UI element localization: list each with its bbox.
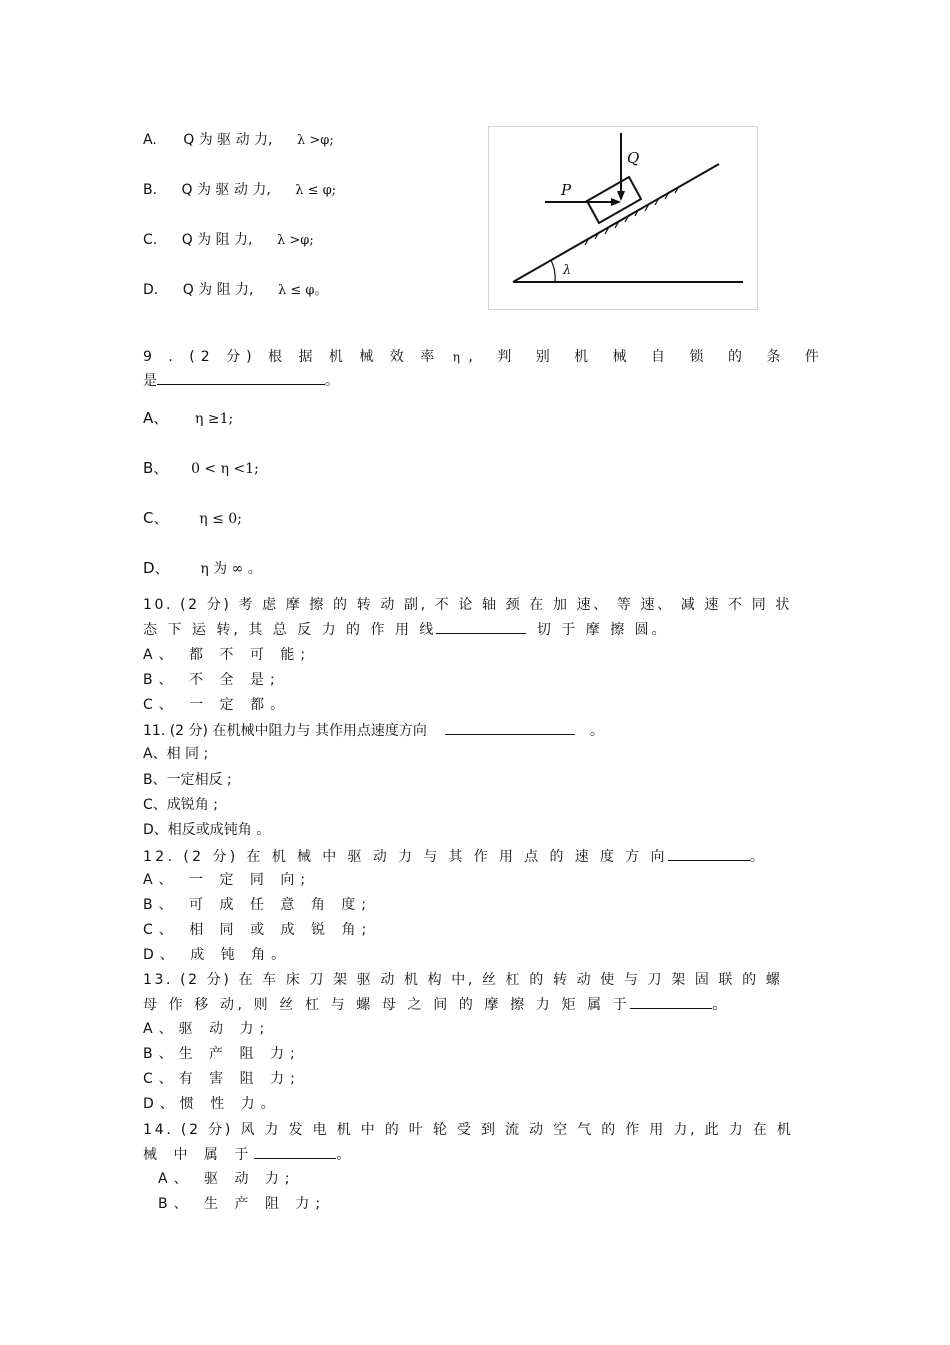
q13-option-b: B、生 产 阻 力; <box>143 1046 301 1062</box>
q8-option-c <box>143 230 314 251</box>
q8-option-d-letter: D. <box>143 282 159 298</box>
q14-answer-blank <box>254 1143 336 1159</box>
q9-stem-line2-start: 是 <box>143 373 157 389</box>
q8-option-b-cond: λ ≤ φ; <box>295 183 337 198</box>
q10-option-a: A、 都 不 可 能; <box>143 647 312 663</box>
q14-stem-line1 <box>143 1120 794 1140</box>
q8-option-b <box>143 180 336 201</box>
q14-option-a: A、 驱 动 力; <box>158 1171 296 1187</box>
q13-stem-line2 <box>143 993 726 1015</box>
q13-line2-start: 母 作 移 动, 则 丝 杠 与 螺 母 之 间 的 摩 擦 力 矩 属 于 <box>143 997 631 1013</box>
q8-option-a-cond: λ >φ; <box>296 133 334 148</box>
q9-option-c-letter: C、 <box>143 509 169 527</box>
q14-line2-start: 械 中 属 于 <box>143 1147 255 1163</box>
q9-stem-line1 <box>143 347 829 367</box>
q14-option-b: B、 生 产 阻 力; <box>158 1196 327 1212</box>
q11-option-c: C、成锐角 ; <box>143 797 218 813</box>
q11-option-d: D、相反或成钝角 。 <box>143 822 271 838</box>
q9-option-b-text: 0 < η <1; <box>191 461 259 477</box>
angle-arc <box>551 260 555 282</box>
q14-stem-line2 <box>143 1143 350 1165</box>
q9-option-d-text: η 为 ∞ 。 <box>200 561 262 577</box>
q9-stem-end: , 判 别 机 械 自 锁 的 条 件 <box>468 349 829 365</box>
q11-option-b: B、一定相反 ; <box>143 772 232 788</box>
q9-answer-blank <box>157 369 325 385</box>
label-p: P <box>561 181 572 199</box>
q10-line1: 10. (2 分) 考 虑 摩 擦 的 转 动 副, 不 论 轴 颈 在 加 速、 等 速、 减 速 不 同 状 <box>143 597 792 613</box>
q9-stem-line2 <box>143 369 339 391</box>
q9-option-d-letter: D、 <box>143 559 170 577</box>
q8-option-b-letter: B. <box>143 182 158 198</box>
q8-option-a-letter: A. <box>143 132 157 148</box>
q8-option-c-letter: C. <box>143 232 158 248</box>
q14-line2-end: 。 <box>336 1147 351 1163</box>
q8-option-d-cond: λ ≤ φ。 <box>277 283 328 298</box>
q8-option-a-text: Q 为 驱 动 力, <box>183 132 273 148</box>
q10-line2-end: 切 于 摩 擦 圆。 <box>536 622 669 638</box>
q11-stem <box>143 719 604 741</box>
label-lambda: λ <box>563 263 572 278</box>
incline-line <box>513 164 719 282</box>
q13-line1: 13. (2 分) 在 车 床 刀 架 驱 动 机 构 中, 丝 杠 的 转 动 使 与 刀 架 固 联 的 螺 <box>143 972 783 988</box>
q12-stem <box>143 845 764 867</box>
inclined-plane-diagram <box>489 127 757 309</box>
q12-stem-end: 。 <box>749 849 764 865</box>
q10-answer-blank <box>436 618 526 634</box>
q11-stem-end: 。 <box>589 723 604 739</box>
q11-stem-start: 11. (2 分) 在机械中阻力与 其作用点速度方向 <box>143 723 427 739</box>
q9-option-b-letter: B、 <box>143 459 169 477</box>
q8-option-c-cond: λ >φ; <box>276 233 314 248</box>
q12-option-b: B、 可 成 任 意 角 度; <box>143 897 373 913</box>
force-p-arrowhead <box>611 198 621 206</box>
q13-answer-blank <box>630 993 712 1009</box>
q9-stem-text: 9 . (2 分) 根 据 机 械 效 率 <box>143 349 441 365</box>
q10-stem-line2 <box>143 618 669 640</box>
q13-option-c: C、有 害 阻 力; <box>143 1071 301 1087</box>
q12-option-a: A、 一 定 同 向; <box>143 872 312 888</box>
q12-stem-start: 12. (2 分) 在 机 械 中 驱 动 力 与 其 作 用 点 的 速 度 方 向 <box>143 849 668 865</box>
q14-line1: 14. (2 分) 风 力 发 电 机 中 的 叶 轮 受 到 流 动 空 气 的 作 用 力, 此 力 在 机 <box>143 1122 794 1138</box>
q9-eta: η <box>452 350 460 364</box>
q9-stem-line2-end: 。 <box>325 373 339 389</box>
q11-option-a: A、相 同 ; <box>143 746 209 762</box>
q8-option-c-text: Q 为 阻 力, <box>181 232 253 248</box>
label-q: Q <box>627 149 640 167</box>
q9-option-d <box>143 558 262 579</box>
q13-stem-line1 <box>143 970 782 990</box>
q10-line2-start: 态 下 运 转, 其 总 反 力 的 作 用 线 <box>143 622 437 638</box>
q9-option-a-letter: A、 <box>143 409 169 427</box>
q10-option-c: C、 一 定 都。 <box>143 697 291 713</box>
q8-option-d <box>143 280 327 301</box>
q10-option-b: B、 不 全 是; <box>143 672 281 688</box>
q13-line2-end: 。 <box>712 997 727 1013</box>
inclined-plane-figure <box>488 126 758 310</box>
q8-option-a <box>143 130 334 151</box>
q9-option-c-text: η ≤ 0; <box>199 511 242 527</box>
q9-option-a <box>143 408 233 429</box>
q9-option-c <box>143 508 242 529</box>
force-q-arrowhead <box>617 191 625 201</box>
q11-answer-blank <box>445 719 575 735</box>
q9-option-a-text: η ≥1; <box>195 411 234 427</box>
q12-option-d: D、 成 钝 角。 <box>143 947 292 963</box>
q10-stem-line1 <box>143 595 792 615</box>
q9-option-b <box>143 458 259 479</box>
q13-option-d: D、惯 性 力。 <box>143 1096 281 1112</box>
q8-option-b-text: Q 为 驱 动 力, <box>181 182 271 198</box>
q12-option-c: C、 相 同 或 成 锐 角; <box>143 922 373 938</box>
q12-answer-blank <box>668 845 750 861</box>
q13-option-a: A、驱 动 力; <box>143 1021 271 1037</box>
q8-option-d-text: Q 为 阻 力, <box>182 282 254 298</box>
